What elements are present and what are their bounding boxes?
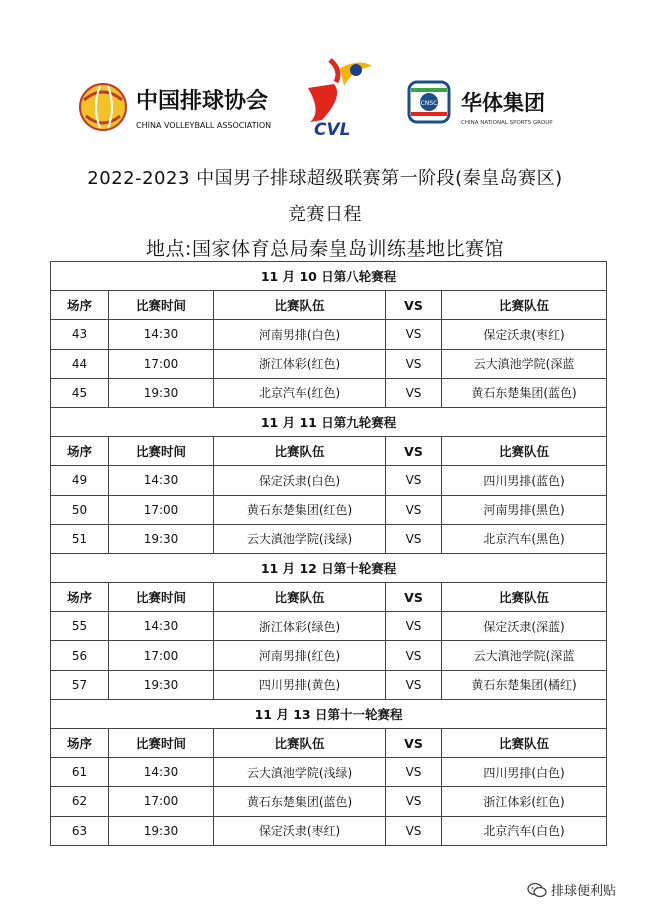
vs-label: VS (386, 524, 442, 553)
team-b: 黄石东楚集团(橘红) (442, 670, 607, 699)
column-header-team-b: 比赛队伍 (442, 437, 607, 466)
team-b: 北京汽车(黑色) (442, 524, 607, 553)
team-b: 北京汽车(白色) (442, 816, 607, 845)
match-time: 19:30 (109, 670, 214, 699)
column-header-row (51, 729, 607, 758)
cva-logo-subtext: CHINA VOLLEYBALL ASSOCIATION (136, 121, 272, 130)
match-row (51, 495, 607, 524)
column-header-team-a: 比赛队伍 (214, 437, 386, 466)
watermark (527, 880, 616, 899)
column-header-match-time: 比赛时间 (109, 583, 214, 612)
team-b: 浙江体彩(红色) (442, 787, 607, 816)
team-a: 浙江体彩(红色) (214, 349, 386, 378)
vs-label: VS (386, 466, 442, 495)
match-row (51, 320, 607, 349)
cva-logo (78, 78, 283, 136)
column-header-team-b: 比赛队伍 (442, 291, 607, 320)
column-header-team-b: 比赛队伍 (442, 583, 607, 612)
column-header-match-time: 比赛时间 (109, 437, 214, 466)
match-time: 19:30 (109, 816, 214, 845)
column-header-match-time: 比赛时间 (109, 291, 214, 320)
vs-label: VS (386, 349, 442, 378)
match-number: 50 (51, 495, 109, 524)
team-a: 保定沃隶(枣红) (214, 816, 386, 845)
column-header-match-time: 比赛时间 (109, 729, 214, 758)
team-a: 北京汽车(红色) (214, 378, 386, 407)
match-number: 55 (51, 612, 109, 641)
column-header-match-number: 场序 (51, 291, 109, 320)
match-time: 17:00 (109, 641, 214, 670)
match-row (51, 816, 607, 845)
column-header-row (51, 291, 607, 320)
csg-logo (405, 72, 585, 130)
team-b: 黄石东楚集团(蓝色) (442, 378, 607, 407)
column-header-match-number: 场序 (51, 729, 109, 758)
match-number: 63 (51, 816, 109, 845)
vs-label: VS (386, 320, 442, 349)
schedule-table (50, 261, 607, 846)
team-b: 保定沃隶(枣红) (442, 320, 607, 349)
team-a: 黄石东楚集团(蓝色) (214, 787, 386, 816)
match-number: 49 (51, 466, 109, 495)
vs-label: VS (386, 495, 442, 524)
team-a: 保定沃隶(白色) (214, 466, 386, 495)
vs-label: VS (386, 378, 442, 407)
match-number: 61 (51, 758, 109, 787)
vs-label: VS (386, 787, 442, 816)
cvl-logo (300, 56, 378, 140)
cvl-logo-text: CVL (314, 120, 351, 140)
column-header-team-a: 比赛队伍 (214, 583, 386, 612)
round-header-row (51, 553, 607, 582)
csg-logo-subtext: CHINA NATIONAL SPORTS GROUP (461, 120, 553, 126)
team-b: 云大滇池学院(深蓝 (442, 349, 607, 378)
column-header-match-number: 场序 (51, 437, 109, 466)
match-number: 44 (51, 349, 109, 378)
match-row (51, 378, 607, 407)
match-number: 45 (51, 378, 109, 407)
match-number: 56 (51, 641, 109, 670)
match-number: 43 (51, 320, 109, 349)
vs-label: VS (386, 816, 442, 845)
csg-badge-text: CNSC (420, 100, 438, 107)
match-number: 57 (51, 670, 109, 699)
column-header-team-b: 比赛队伍 (442, 729, 607, 758)
team-a: 河南男排(白色) (214, 320, 386, 349)
round-title: 11 月 13 日第十一轮赛程 (51, 699, 607, 728)
column-header-match-number: 场序 (51, 583, 109, 612)
match-time: 17:00 (109, 349, 214, 378)
team-a: 黄石东楚集团(红色) (214, 495, 386, 524)
match-time: 14:30 (109, 320, 214, 349)
watermark-text: 排球便利贴 (551, 884, 617, 899)
vs-label: VS (386, 641, 442, 670)
match-row (51, 612, 607, 641)
match-time: 19:30 (109, 378, 214, 407)
match-time: 17:00 (109, 495, 214, 524)
round-header-row (51, 262, 607, 291)
team-b: 云大滇池学院(深蓝 (442, 641, 607, 670)
column-header-row (51, 437, 607, 466)
match-row (51, 641, 607, 670)
team-a: 云大滇池学院(浅绿) (214, 524, 386, 553)
column-header-vs-label: VS (386, 583, 442, 612)
round-title: 11 月 12 日第十轮赛程 (51, 553, 607, 582)
match-row (51, 787, 607, 816)
team-b: 四川男排(蓝色) (442, 466, 607, 495)
round-title: 11 月 10 日第八轮赛程 (51, 262, 607, 291)
match-row (51, 524, 607, 553)
match-row (51, 758, 607, 787)
column-header-vs-label: VS (386, 291, 442, 320)
column-header-vs-label: VS (386, 437, 442, 466)
team-a: 云大滇池学院(浅绿) (214, 758, 386, 787)
team-b: 保定沃隶(深蓝) (442, 612, 607, 641)
csg-logo-text: 华体集团 (461, 91, 545, 115)
logo-bar (0, 56, 650, 142)
cva-logo-text: 中国排球协会 (136, 88, 269, 114)
vs-label: VS (386, 758, 442, 787)
column-header-team-a: 比赛队伍 (214, 729, 386, 758)
match-time: 14:30 (109, 758, 214, 787)
team-b: 河南男排(黑色) (442, 495, 607, 524)
match-time: 14:30 (109, 612, 214, 641)
wechat-icon (527, 882, 547, 898)
team-a: 河南男排(红色) (214, 641, 386, 670)
match-row (51, 466, 607, 495)
match-number: 62 (51, 787, 109, 816)
team-a: 浙江体彩(绿色) (214, 612, 386, 641)
match-time: 17:00 (109, 787, 214, 816)
column-header-row (51, 583, 607, 612)
round-title: 11 月 11 日第九轮赛程 (51, 407, 607, 436)
match-time: 19:30 (109, 524, 214, 553)
team-a: 四川男排(黄色) (214, 670, 386, 699)
document-subtitle: 竞赛日程 (288, 204, 362, 225)
vs-label: VS (386, 670, 442, 699)
venue-line: 地点:国家体育总局秦皇岛训练基地比赛馆 (146, 238, 504, 260)
match-time: 14:30 (109, 466, 214, 495)
column-header-vs-label: VS (386, 729, 442, 758)
document-title: 2022-2023 中国男子排球超级联赛第一阶段(秦皇岛赛区) (87, 168, 563, 189)
match-row (51, 670, 607, 699)
team-b: 四川男排(白色) (442, 758, 607, 787)
match-row (51, 349, 607, 378)
round-header-row (51, 407, 607, 436)
column-header-team-a: 比赛队伍 (214, 291, 386, 320)
round-header-row (51, 699, 607, 728)
match-number: 51 (51, 524, 109, 553)
vs-label: VS (386, 612, 442, 641)
